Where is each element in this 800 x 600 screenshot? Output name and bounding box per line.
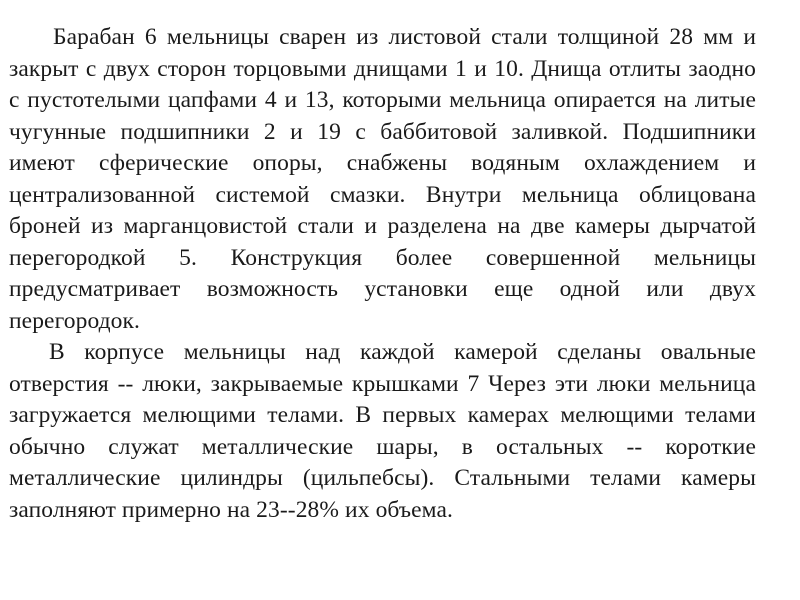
paragraph-hatches-description: В корпусе мельницы над каждой камерой сделаны овальные отверстия -- люки, закрываемые крышками 7 Через эти люки мельница загружается мелющими телами. В первых камерах мелющими телами обычно служат металлические шары, в остальных -- короткие металлические цилиндры (цильпебсы). Стальными телами камеры заполняют примерно на 23--28% их объема. — [9, 339, 756, 523]
paragraph-drum-description: Барабан 6 мельницы сварен из листовой стали толщиной 28 мм и закрыт с двух сторон торцовыми днищами 1 и 10. Днища отлиты заодно с пустотелыми цапфами 4 и 13, которыми мельница опирается на литые чугунные подшипники 2 и 19 с баббитовой заливкой. Подшипники имеют сферические опоры, снабжены водяным охлаждением и централизованной системой смазки. Внутри мельница облицована броней из марганцовистой стали и разделена на две камеры дырчатой перегородкой 5. Конструкция более совершенной мельницы предусматривает возможность установки еще одной или двух перегородок. — [9, 24, 756, 334]
text-body — [9, 22, 756, 526]
